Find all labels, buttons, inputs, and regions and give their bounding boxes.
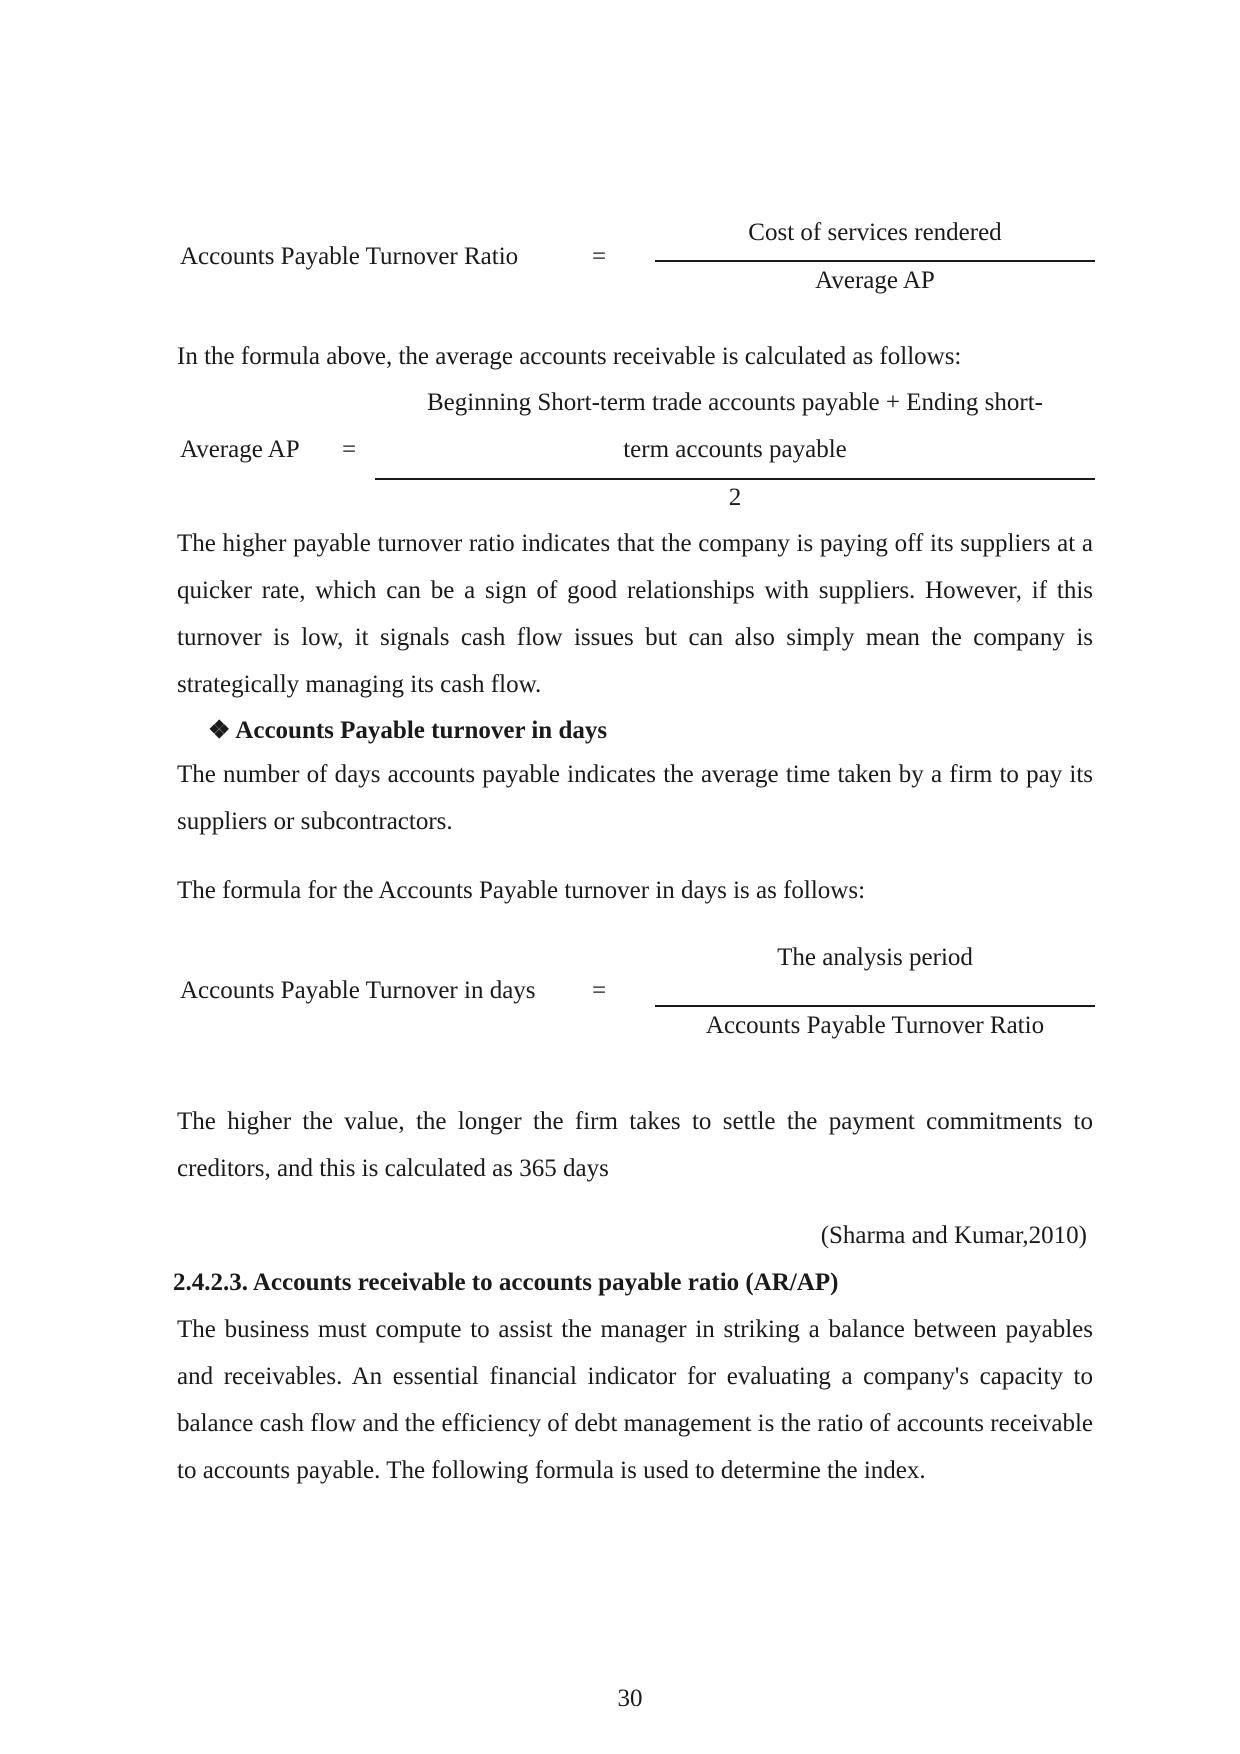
formula3-equals: = [592,977,607,1004]
formula3-label: Accounts Payable Turnover in days [180,977,536,1004]
formula1-equals: = [592,243,607,270]
diamond-bullet-icon: ❖ [208,717,231,744]
paragraph-formula-intro: The formula for the Accounts Payable turnover in days is as follows: [177,877,866,904]
section-heading: 2.4.2.3. Accounts receivable to accounts payable ratio (AR/AP) [173,1269,839,1296]
page-number: 30 [617,1685,643,1712]
paragraph-days-definition: The number of days accounts payable indicates the average time taken by a firm to pay its suppliers or subcontractors. [177,761,1093,835]
formula3-fraction-bar [655,1005,1095,1007]
formula3-denominator: Accounts Payable Turnover Ratio [705,1012,1045,1039]
paragraph-higher-payable: The higher payable turnover ratio indicates that the company is paying off its suppliers at a quicker rate, which can be a sign of good relationships with suppliers. However, if this turnover is low, it signals cash flow issues but can also simply mean the company is strategically managing its cash flow. [177,530,1093,698]
formula1-fraction-bar [655,260,1095,262]
intro-average-text: In the formula above, the average accounts receivable is calculated as follows: [177,343,962,370]
formula2-equals: = [342,436,357,463]
paragraph-section-body: The business must compute to assist the manager in striking a balance between payables and receivables. An essential financial indicator for evaluating a company's capacity to balance cash flow and the efficiency of debt management is the ratio of accounts receivable to accounts payable. The following formula is used to determine the index. [177,1316,1093,1484]
formula1-numerator: Cost of services rendered [748,219,1002,246]
formula2-label: Average AP [180,436,300,463]
paragraph-higher-value: The higher the value, the longer the firm takes to settle the payment commitments to creditors, and this is calculated as 365 days [177,1108,1093,1182]
formula1-label: Accounts Payable Turnover Ratio [180,243,519,270]
formula3-numerator: The analysis period [777,944,973,971]
citation: (Sharma and Kumar,2010) [820,1222,1087,1249]
formula2-numerator-line2: term accounts payable [623,436,847,463]
bullet-heading [208,718,607,743]
formula2-denominator: 2 [728,484,742,511]
formula1-denominator: Average AP [815,267,935,294]
bullet-heading-text: Accounts Payable turnover in days [235,717,608,744]
formula2-numerator-line1: Beginning Short-term trade accounts payable + Ending short- [426,389,1044,416]
formula2-fraction-bar [375,478,1095,480]
